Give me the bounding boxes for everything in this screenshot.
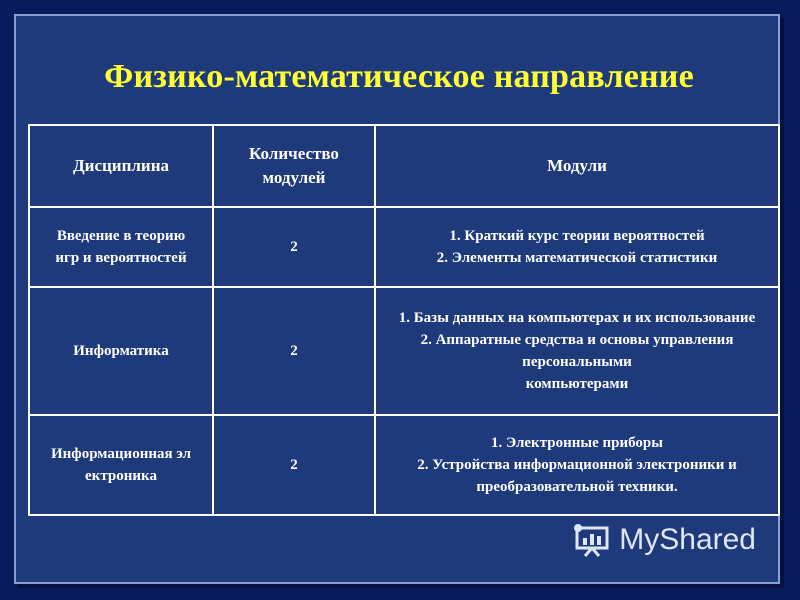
module-item: 2. Аппаратные средства и основы управления персональными (420, 332, 734, 370)
table-header-row (29, 125, 779, 207)
watermark-logo (573, 522, 756, 558)
header-modules: Модули (375, 125, 779, 207)
modules-cell (375, 207, 779, 287)
slide-title: Физико-математическое направление (104, 58, 694, 95)
header-module-count-label: Количество модулей (249, 144, 339, 187)
module-count-cell: 2 (213, 415, 375, 515)
modules-cell (375, 415, 779, 515)
module-item: 1. Базы данных на компьютерах и их использование (398, 310, 756, 326)
module-item: 1. Краткий курс теории вероятностей (449, 228, 705, 244)
modules-cell (375, 287, 779, 415)
header-module-count (213, 125, 375, 207)
discipline-cell: Информатика (29, 287, 213, 415)
watermark-text: MyShared (619, 523, 756, 556)
module-item: 2. Устройства информационной электроники и преобразовательной техники. (417, 457, 737, 495)
discipline-name: Информационная электроника (51, 446, 191, 484)
table-row (29, 207, 779, 287)
module-item: 1. Электронные приборы (491, 435, 663, 451)
module-count-cell: 2 (213, 207, 375, 287)
header-discipline: Дисциплина (29, 125, 213, 207)
module-count-cell: 2 (213, 287, 375, 415)
table-row (29, 287, 779, 415)
module-item: компьютерами (525, 376, 629, 392)
discipline-cell (29, 415, 213, 515)
module-item: 2. Элементы математической статистики (436, 250, 718, 266)
table-row (29, 415, 779, 515)
modules-table (28, 124, 780, 516)
discipline-cell (29, 207, 213, 287)
presentation-board-icon (573, 522, 613, 558)
discipline-name: Введение в теорию игр и вероятностей (55, 228, 187, 266)
slide (14, 14, 780, 584)
